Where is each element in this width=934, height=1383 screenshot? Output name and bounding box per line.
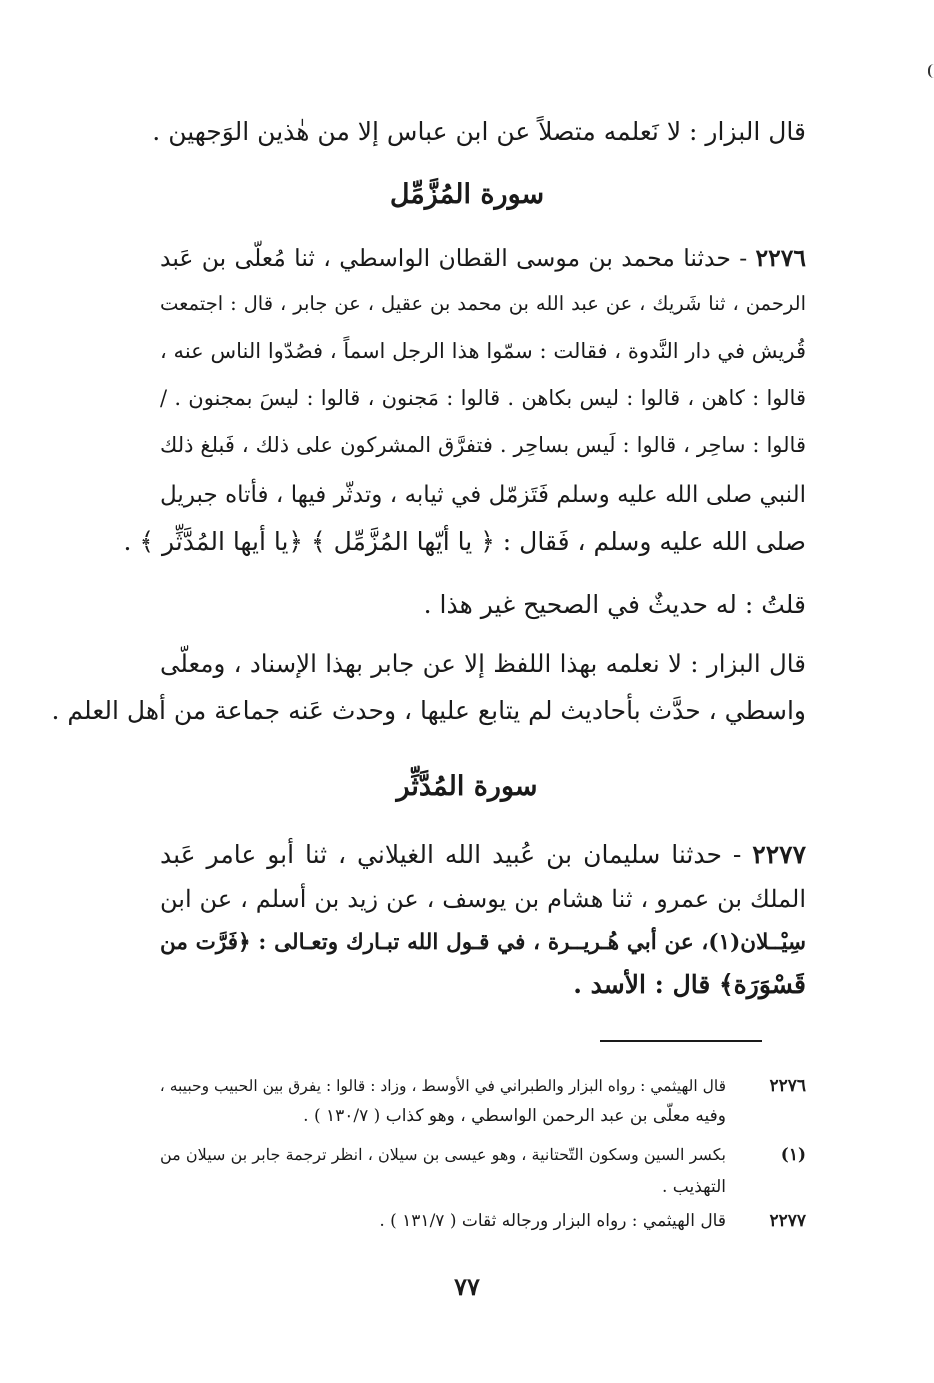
- hadith-2276-line-3: قُريش في دار النَّدوة ، فقالت : سمّوا هذا الرجل اسماً ، فصُدّوا الناس عنه ،: [160, 339, 806, 363]
- margin-mark: [928, 64, 934, 78]
- hadith-2277-number: ٢٢٧٧: [752, 840, 806, 869]
- hadith-2277-line-4: قَسْوَرَة﴾ قال : الأسد .: [573, 970, 806, 999]
- hadith-2276-line-1: ٢٢٧٦ - حدثنا محمد بن موسى القطان الواسطي ، ثنا مُعلّى بن عَبد: [160, 244, 806, 272]
- footnote-2277-line-1: قال الهيثمي : رواه البزار ورجاله ثقات ( ١٣١/٧ ) .: [379, 1211, 726, 1231]
- hadith-2277-line-3: سِيْــلان(١)، عن أبي هُـريــرة ، في قـول الله تبـارك وتعـالى : ﴿فَرَّت من: [160, 930, 806, 955]
- intro-line: قال البزار : لا نَعلمه متصلاً عن ابن عباس إلا من هٰذين الوَجهين .: [152, 117, 806, 146]
- footnote-1-line-2: التهذيب .: [661, 1177, 726, 1197]
- footnote-1-line-1: بكسر السين وسكون التّحتانية ، وهو عيسى بن سيلان ، انظر ترجمة جابر بن سيلان من: [160, 1145, 726, 1164]
- footnote-1-number: (١): [780, 1145, 806, 1165]
- bazzar-note-line-1: قال البزار : لا نعلمه بهذا اللفظ إلا عن جابر بهذا الإسناد ، ومعلّى: [160, 649, 806, 678]
- hadith-2276-line-5: قالوا : ساحِر ، قالوا : لَيس بساحِر . فتفرَّق المشركون على ذلك ، فَبلغ ذلك: [160, 433, 806, 457]
- footnote-2276-line-2: وفيه معلّى بن عبد الرحمن الواسطي ، وهو كذاب ( ١٣٠/٧ ) .: [303, 1106, 726, 1126]
- footnote-2276-number: ٢٢٧٦: [769, 1076, 806, 1096]
- bazzar-note-line-2: واسطي ، حدَّث بأحاديث لم يتابع عليها ، وحدث عَنه جماعة من أهل العلم .: [51, 696, 806, 725]
- hadith-2276-line-2: الرحمن ، ثنا شَريك ، عن عبد الله بن محمد بن عقيل ، عن جابر ، قال : اجتمعت: [160, 292, 806, 315]
- page-number: ٧٧: [454, 1272, 480, 1301]
- footnote-separator: [600, 1040, 762, 1042]
- surah-muddaththir-title: سورة المُدَّثِّر: [396, 771, 538, 802]
- hadith-2277-line-1: ٢٢٧٧ - حدثنا سليمان بن عُبيد الله الغيلاني ، ثنا أبو عامر عَبد: [160, 840, 806, 869]
- hadith-2277-line-2: الملك بن عمرو ، ثنا هشام بن يوسف ، عن زيد بن أسلم ، عن ابن: [160, 885, 806, 913]
- hadith-2276-line-4: قالوا : كاهن ، قالوا : ليس بكاهن . قالوا : مَجنون ، قالوا : ليسَ بمجنون . /: [160, 386, 806, 410]
- footnote-2277-number: ٢٢٧٧: [769, 1211, 806, 1231]
- surah-muzzammil-title: سورة المُزَّمِّل: [389, 179, 545, 210]
- hadith-2276-number: ٢٢٧٦: [755, 244, 806, 272]
- hadith-2276-line-6: النبي صلى الله عليه وسلم فَتَزمّل في ثيابه ، وتدثّر فيها ، فأتاه جبريل: [160, 482, 806, 508]
- footnote-2276-line-1: قال الهيثمي : رواه البزار والطبراني في الأوسط ، وزاد : قالوا : يفرق بين الحبيب وحبيبه ،: [159, 1077, 726, 1095]
- hadith-2276-line-7: صلى الله عليه وسلم ، فَقال : ﴿ يا أيّها المُزَّمِّل ﴾ ﴿يا أيها المُدَّثِّر ﴾ .: [123, 527, 806, 556]
- qultu-line: قلتُ : له حديثٌ في الصحيح غير هذا .: [423, 590, 806, 619]
